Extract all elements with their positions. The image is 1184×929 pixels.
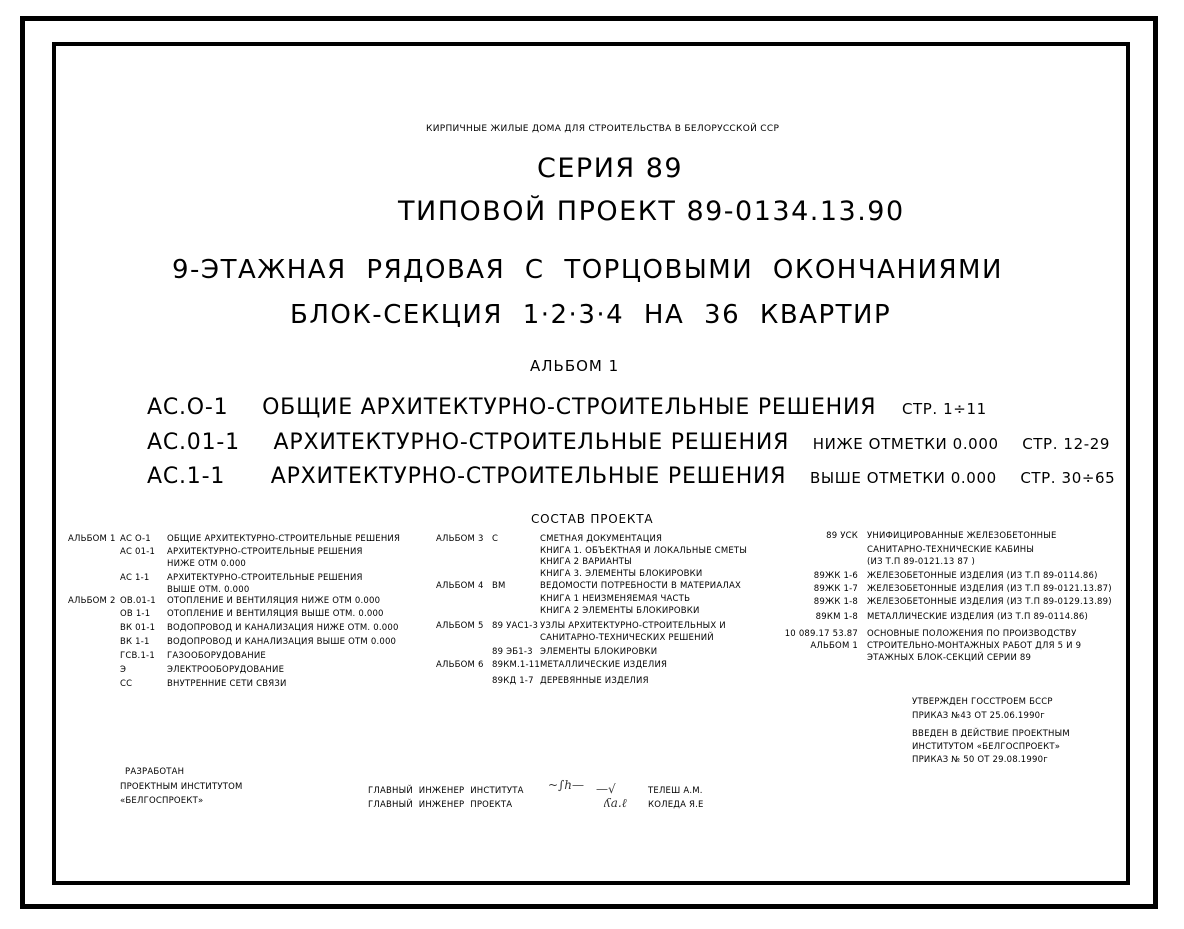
document-code: ВМ: [492, 581, 506, 591]
series-title: СЕРИЯ 89: [537, 153, 684, 184]
document-description: СМЕТНАЯ ДОКУМЕНТАЦИЯ: [540, 534, 663, 544]
document-description: ОСНОВНЫЕ ПОЛОЖЕНИЯ ПО ПРОИЗВОДСТВУ: [867, 629, 1077, 639]
document-description: УЗЛЫ АРХИТЕКТУРНО-СТРОИТЕЛЬНЫХ И: [540, 621, 726, 631]
approval-line: ПРИКАЗ №43 ОТ 25.06.1990г: [912, 711, 1045, 721]
composition-title: СОСТАВ ПРОЕКТА: [531, 512, 654, 526]
document-description: КНИГА 2 ЭЛЕМЕНТЫ БЛОКИРОВКИ: [540, 606, 700, 616]
document-description: ВОДОПРОВОД И КАНАЛИЗАЦИЯ НИЖЕ ОТМ. 0.000: [167, 623, 399, 633]
document-description: АРХИТЕКТУРНО-СТРОИТЕЛЬНЫЕ РЕШЕНИЯ: [167, 547, 363, 557]
volume-pages: СТР. 12-29: [1022, 435, 1111, 453]
approval-line: УТВЕРЖДЕН ГОССТРОЕМ БССР: [912, 697, 1053, 707]
volume-pages: СТР. 1÷11: [901, 400, 987, 418]
document-description: КНИГА 1 НЕИЗМЕНЯЕМАЯ ЧАСТЬ: [540, 594, 691, 604]
album-label: АЛЬБОМ 2: [68, 596, 116, 606]
album-label: АЛЬБОМ 3: [436, 534, 484, 544]
signature-scribble-icon: —√: [596, 782, 616, 796]
album-label: АЛЬБОМ 5: [436, 621, 484, 631]
document-code: ОВ.01-1: [120, 596, 156, 606]
document-description: КНИГА 2 ВАРИАНТЫ: [540, 557, 632, 567]
document-code: АС О-1: [120, 534, 151, 544]
document-code: ВК 01-1: [120, 623, 156, 633]
album-label: АЛЬБОМ 1: [68, 534, 116, 544]
document-code: 89 ЭБ1-3: [492, 647, 533, 657]
document-code: АС 1-1: [120, 573, 150, 583]
approval-line: ВВЕДЕН В ДЕЙСТВИЕ ПРОЕКТНЫМ: [912, 729, 1070, 739]
document-code: АС 01-1: [120, 547, 156, 557]
volume-code: АС.О-1: [147, 395, 229, 420]
signature-scribble-icon: ~∫h—: [548, 778, 585, 792]
approval-line: ИНСТИТУТОМ «БЕЛГОСПРОЕКТ»: [912, 742, 1061, 752]
volume-title: АРХИТЕКТУРНО-СТРОИТЕЛЬНЫЕ РЕШЕНИЯ: [270, 464, 787, 489]
building-description: 9-ЭТАЖНАЯ РЯДОВАЯ С ТОРЦОВЫМИ ОКОНЧАНИЯМИ: [172, 255, 1003, 285]
volume-elevation: ВЫШЕ ОТМЕТКИ 0.000: [809, 469, 997, 487]
volume-row: [147, 464, 1115, 489]
document-description: КНИГА 3. ЭЛЕМЕНТЫ БЛОКИРОВКИ: [540, 569, 703, 579]
document-description: САНИТАРНО-ТЕХНИЧЕСКИХ РЕШЕНИЙ: [540, 633, 714, 643]
document-description: НИЖЕ ОТМ 0.000: [167, 559, 247, 569]
volume-elevation: НИЖЕ ОТМЕТКИ 0.000: [812, 435, 999, 453]
developer-line: ПРОЕКТНЫМ ИНСТИТУТОМ: [120, 782, 243, 792]
volume-pages: СТР. 30÷65: [1020, 469, 1116, 487]
document-code: 89КМ.1-11: [492, 660, 540, 670]
document-description: МЕТАЛЛИЧЕСКИЕ ИЗДЕЛИЯ: [540, 660, 668, 670]
document-description: АРХИТЕКТУРНО-СТРОИТЕЛЬНЫЕ РЕШЕНИЯ: [167, 573, 363, 583]
project-title: ТИПОВОЙ ПРОЕКТ 89-0134.13.90: [398, 196, 905, 227]
document-description: ОБЩИЕ АРХИТЕКТУРНО-СТРОИТЕЛЬНЫЕ РЕШЕНИЯ: [167, 534, 401, 544]
album-label: АЛЬБОМ 6: [436, 660, 484, 670]
document-code: 89КМ 1-8: [815, 612, 858, 622]
document-code: 89 УСК: [826, 531, 858, 541]
document-code: 89ЖК 1-7: [813, 584, 858, 594]
volume-title: ОБЩИЕ АРХИТЕКТУРНО-СТРОИТЕЛЬНЫЕ РЕШЕНИЯ: [262, 395, 877, 420]
developer-line: РАЗРАБОТАН: [125, 767, 185, 777]
document-description: ЖЕЛЕЗОБЕТОННЫЕ ИЗДЕЛИЯ (ИЗ Т.П 89-0114.86): [867, 571, 1098, 581]
album-number: АЛЬБОМ 1: [530, 357, 620, 375]
document-description: ВЫШЕ ОТМ. 0.000: [167, 585, 250, 595]
developer-line: «БЕЛГОСПРОЕКТ»: [120, 796, 204, 806]
document-code: СС: [120, 679, 133, 689]
document-description: ЭТАЖНЫХ БЛОК-СЕКЦИЙ СЕРИИ 89: [867, 653, 1032, 663]
document-description: ЖЕЛЕЗОБЕТОННЫЕ ИЗДЕЛИЯ (ИЗ Т.П 89-0129.13.89): [867, 597, 1112, 607]
document-description: МЕТАЛЛИЧЕСКИЕ ИЗДЕЛИЯ (ИЗ Т.П 89-0114.86): [867, 612, 1088, 622]
document-description: СТРОИТЕЛЬНО-МОНТАЖНЫХ РАБОТ ДЛЯ 5 И 9: [867, 641, 1082, 651]
document-code: ГСВ.1-1: [120, 651, 155, 661]
block-section-description: БЛОК-СЕКЦИЯ 1·2·3·4 НА 36 КВАРТИР: [290, 300, 892, 330]
document-description: ЭЛЕКТРООБОРУДОВАНИЕ: [167, 665, 285, 675]
volume-code: АС.1-1: [147, 464, 226, 489]
signature-name: КОЛЕДА Я.Е: [648, 800, 704, 810]
document-code: 89ЖК 1-8: [813, 597, 858, 607]
volume-row: [147, 430, 1110, 455]
volume-code: АС.01-1: [147, 430, 240, 455]
document-code: 89ЖК 1-6: [813, 571, 858, 581]
document-code: Э: [120, 665, 127, 675]
document-code: ОВ 1-1: [120, 609, 151, 619]
signature-role: ГЛАВНЫЙ ИНЖЕНЕР ИНСТИТУТА: [368, 786, 524, 796]
signature-name: ТЕЛЕШ А.М.: [648, 786, 703, 796]
document-code: 89 УАС1-3: [492, 621, 539, 631]
document-description: ЖЕЛЕЗОБЕТОННЫЕ ИЗДЕЛИЯ (ИЗ Т.П 89-0121.13.87): [867, 584, 1112, 594]
document-description: САНИТАРНО-ТЕХНИЧЕСКИЕ КАБИНЫ: [867, 545, 1035, 555]
document-description: ВНУТРЕННИЕ СЕТИ СВЯЗИ: [167, 679, 287, 689]
document-description: ОТОПЛЕНИЕ И ВЕНТИЛЯЦИЯ ВЫШЕ ОТМ. 0.000: [167, 609, 384, 619]
document-description: ЭЛЕМЕНТЫ БЛОКИРОВКИ: [540, 647, 658, 657]
document-description: ОТОПЛЕНИЕ И ВЕНТИЛЯЦИЯ НИЖЕ ОТМ 0.000: [167, 596, 381, 606]
approval-line: ПРИКАЗ № 50 ОТ 29.08.1990г: [912, 755, 1048, 765]
document-description: (ИЗ Т.П 89-0121.13 87 ): [867, 557, 975, 567]
document-code: С: [492, 534, 499, 544]
volume-title: АРХИТЕКТУРНО-СТРОИТЕЛЬНЫЕ РЕШЕНИЯ: [273, 430, 790, 455]
document-description: КНИГА 1. ОБЪЕКТНАЯ И ЛОКАЛЬНЫЕ СМЕТЫ: [540, 546, 748, 556]
signature-role: ГЛАВНЫЙ ИНЖЕНЕР ПРОЕКТА: [368, 800, 513, 810]
volume-row: [147, 395, 987, 420]
signature-scribble-icon: ʎa.ℓ: [604, 796, 627, 810]
document-description: ВЕДОМОСТИ ПОТРЕБНОСТИ В МАТЕРИАЛАХ: [540, 581, 741, 591]
document-description: ДЕРЕВЯННЫЕ ИЗДЕЛИЯ: [540, 676, 649, 686]
document-code: 10 089.17 53.87: [784, 629, 858, 639]
album-label: АЛЬБОМ 4: [436, 581, 484, 591]
document-code: 89КД 1-7: [492, 676, 534, 686]
document-code: АЛЬБОМ 1: [810, 641, 858, 651]
document-description: ГАЗООБОРУДОВАНИЕ: [167, 651, 266, 661]
document-description: УНИФИЦИРОВАННЫЕ ЖЕЛЕЗОБЕТОННЫЕ: [867, 531, 1057, 541]
document-code: ВК 1-1: [120, 637, 150, 647]
document-description: ВОДОПРОВОД И КАНАЛИЗАЦИЯ ВЫШЕ ОТМ 0.000: [167, 637, 397, 647]
document-subtitle: КИРПИЧНЫЕ ЖИЛЫЕ ДОМА ДЛЯ СТРОИТЕЛЬСТВА В БЕЛОРУССКОЙ ССР: [426, 124, 780, 134]
